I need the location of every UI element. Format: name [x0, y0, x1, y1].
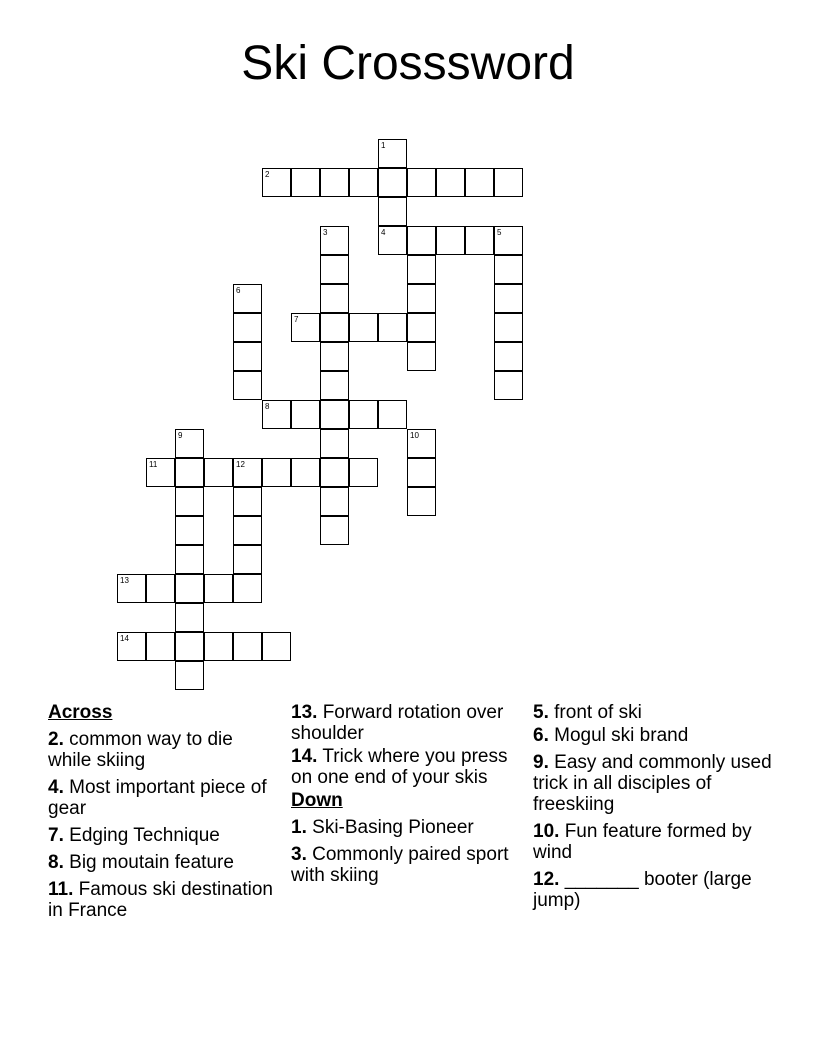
- grid-cell[interactable]: [320, 429, 349, 458]
- grid-cell[interactable]: [291, 400, 320, 429]
- clue-number: 5: [497, 228, 502, 237]
- grid-cell[interactable]: [378, 168, 407, 197]
- grid-cell[interactable]: [407, 342, 436, 371]
- grid-cell[interactable]: [262, 632, 291, 661]
- grid-cell[interactable]: [407, 313, 436, 342]
- grid-cell[interactable]: [407, 487, 436, 516]
- grid-cell[interactable]: [175, 429, 204, 458]
- grid-cell[interactable]: [407, 284, 436, 313]
- grid-cell[interactable]: [320, 516, 349, 545]
- down-clue-6: 6. Mogul ski brand: [533, 725, 689, 746]
- grid-cell[interactable]: [349, 400, 378, 429]
- clue-column-2: [291, 702, 523, 892]
- grid-cell[interactable]: [233, 545, 262, 574]
- grid-cell[interactable]: [494, 313, 523, 342]
- grid-cell[interactable]: [494, 371, 523, 400]
- grid-cell[interactable]: [320, 487, 349, 516]
- grid-cell[interactable]: [465, 226, 494, 255]
- across-clue-13: 13. Forward rotation over shoulder: [291, 702, 504, 744]
- across-clue-7: 7. Edging Technique: [48, 825, 220, 846]
- grid-cell[interactable]: [320, 371, 349, 400]
- grid-cell[interactable]: [320, 342, 349, 371]
- clue-column-3: [533, 702, 773, 917]
- grid-cell[interactable]: [349, 168, 378, 197]
- grid-cell[interactable]: [378, 226, 407, 255]
- grid-cell[interactable]: [320, 284, 349, 313]
- down-clue-3: 3. Commonly paired sport with skiing: [291, 844, 509, 886]
- grid-cell[interactable]: [291, 313, 320, 342]
- grid-cell[interactable]: [175, 603, 204, 632]
- grid-cell[interactable]: [175, 487, 204, 516]
- puzzle-title: Ski Crosssword: [241, 37, 575, 90]
- grid-cell[interactable]: [494, 226, 523, 255]
- across-clue-11: 11. Famous ski destination in France: [48, 879, 273, 921]
- clue-number: 6: [236, 286, 241, 295]
- clue-number: 14: [120, 634, 129, 643]
- grid-cell[interactable]: [233, 284, 262, 313]
- grid-cell[interactable]: [436, 226, 465, 255]
- grid-cell[interactable]: [494, 284, 523, 313]
- grid-cell[interactable]: [233, 371, 262, 400]
- grid-cell[interactable]: [349, 313, 378, 342]
- grid-cell[interactable]: [465, 168, 494, 197]
- grid-cell[interactable]: [378, 400, 407, 429]
- grid-cell[interactable]: [175, 545, 204, 574]
- across-clue-8: 8. Big moutain feature: [48, 852, 234, 873]
- grid-cell[interactable]: [320, 255, 349, 284]
- down-clue-5: 5. front of ski: [533, 702, 642, 723]
- clue-number: 9: [178, 431, 183, 440]
- down-clue-12: 12. _______ booter (large jump): [533, 869, 752, 911]
- grid-cell[interactable]: [407, 458, 436, 487]
- grid-cell[interactable]: [204, 632, 233, 661]
- across-clue-14: 14. Trick where you press on one end of your skis: [291, 746, 508, 788]
- grid-cell[interactable]: [407, 226, 436, 255]
- grid-cell[interactable]: [262, 168, 291, 197]
- across-heading: Across: [48, 702, 113, 723]
- across-clue-2: 2. common way to die while skiing: [48, 729, 233, 771]
- grid-cell[interactable]: [233, 458, 262, 487]
- clue-number: 8: [265, 402, 270, 411]
- clue-number: 1: [381, 141, 386, 150]
- clue-number: 3: [323, 228, 328, 237]
- grid-cell[interactable]: [291, 168, 320, 197]
- grid-cell[interactable]: [175, 516, 204, 545]
- grid-cell[interactable]: [291, 458, 320, 487]
- grid-cell[interactable]: [175, 661, 204, 690]
- grid-cell[interactable]: [320, 168, 349, 197]
- grid-cell[interactable]: [117, 632, 146, 661]
- grid-cell[interactable]: [494, 168, 523, 197]
- grid-cell[interactable]: [233, 313, 262, 342]
- grid-cell[interactable]: [175, 458, 204, 487]
- clue-column-1: [48, 702, 280, 927]
- grid-cell[interactable]: [378, 139, 407, 168]
- clue-number: 10: [410, 431, 419, 440]
- clue-number: 13: [120, 576, 129, 585]
- grid-cell[interactable]: [320, 226, 349, 255]
- grid-cell[interactable]: [320, 400, 349, 429]
- clue-number: 7: [294, 315, 299, 324]
- grid-cell[interactable]: [262, 458, 291, 487]
- clue-number: 2: [265, 170, 270, 179]
- grid-cell[interactable]: [494, 342, 523, 371]
- grid-cell[interactable]: [117, 574, 146, 603]
- grid-cell[interactable]: [233, 632, 262, 661]
- grid-cell[interactable]: [494, 255, 523, 284]
- clue-number: 12: [236, 460, 245, 469]
- grid-cell[interactable]: [233, 487, 262, 516]
- clue-number: 4: [381, 228, 386, 237]
- across-clue-4: 4. Most important piece of gear: [48, 777, 267, 819]
- grid-cell[interactable]: [378, 313, 407, 342]
- grid-cell[interactable]: [407, 255, 436, 284]
- grid-cell[interactable]: [233, 516, 262, 545]
- down-clue-1: 1. Ski-Basing Pioneer: [291, 817, 474, 838]
- grid-cell[interactable]: [146, 632, 175, 661]
- grid-cell[interactable]: [349, 458, 378, 487]
- down-clue-9: 9. Easy and commonly used trick in all disciples of freeskiing: [533, 752, 772, 815]
- grid-cell[interactable]: [262, 400, 291, 429]
- down-clue-10: 10. Fun feature formed by wind: [533, 821, 752, 863]
- grid-cell[interactable]: [233, 342, 262, 371]
- grid-cell[interactable]: [175, 574, 204, 603]
- grid-cell[interactable]: [233, 574, 262, 603]
- grid-cell[interactable]: [407, 168, 436, 197]
- grid-cell[interactable]: [320, 313, 349, 342]
- clue-number: 11: [149, 460, 158, 469]
- grid-cell[interactable]: [436, 168, 465, 197]
- down-heading: Down: [291, 790, 343, 811]
- grid-cell[interactable]: [146, 458, 175, 487]
- grid-cell[interactable]: [146, 574, 175, 603]
- grid-cell[interactable]: [378, 197, 407, 226]
- grid-cell[interactable]: [175, 632, 204, 661]
- grid-cell[interactable]: [204, 574, 233, 603]
- grid-cell[interactable]: [320, 458, 349, 487]
- grid-cell[interactable]: [407, 429, 436, 458]
- grid-cell[interactable]: [204, 458, 233, 487]
